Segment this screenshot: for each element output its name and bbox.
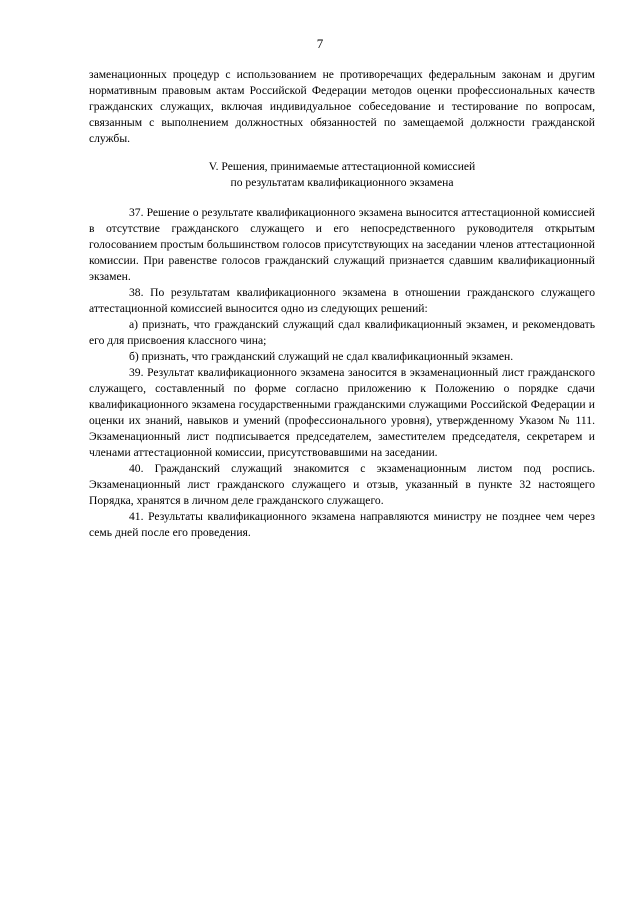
section-title-line-2: по результатам квалификационного экзамена (230, 176, 454, 189)
paragraph-38-item-b: б) признать, что гражданский служащий не сдал квалификационный экзамен. (129, 350, 514, 363)
section-title-line-1: V. Решения, принимаемые аттестационной комиссией (208, 160, 476, 173)
section-heading (89, 159, 595, 191)
page-number: 7 (316, 36, 324, 51)
paragraph-40: 40. Гражданский служащий знакомится с экзаменационным листом под роспись. Экзаменационный лист гражданского служащего и отзыв, указанный в пункте 32 настоящего Порядка, хранятся в личном деле гражданского служащего. (89, 462, 595, 507)
paragraph-37: 37. Решение о результате квалификационного экзамена выносится аттестационной комиссией в отсутствие гражданского служащего и его непосредственного руководителя открытым голосованием простым большинством голосов присутствующих на заседании членов аттестационной комиссии. При равенстве голосов гражданский служащий признается сдавшим квалификационный экзамен. (89, 206, 595, 283)
paragraph-38: 38. По результатам квалификационного экзамена в отношении гражданского служащего аттестационной комиссией выносится одно из следующих решений: (89, 286, 595, 315)
document-body (89, 67, 595, 541)
intro-paragraph: заменационных процедур с использованием не противоречащих федеральным законам и другим нормативным правовым актам Российской Федерации методов оценки профессиональных качеств гражданских служащих, включая индивидуальное собеседование и тестирование по вопросам, связанным с выполнением должностных обязанностей по замещаемой должности гражданской службы. (89, 68, 595, 145)
paragraph-41: 41. Результаты квалификационного экзамена направляются министру не позднее чем через семь дней после его проведения. (89, 510, 595, 539)
paragraph-39: 39. Результат квалификационного экзамена заносится в экзаменационный лист гражданского служащего, составленный по форме согласно приложению к Положению о порядке сдачи квалификационного экзамена государственными гражданскими служащими Российской Федерации и оценки их знаний, навыков и умений (профессионального уровня), утвержденному Указом № 111. Экзаменационный лист подписывается председателем, заместителем председателя, секретарем и членами аттестационной комиссии, присутствовавшими на заседании. (89, 366, 595, 459)
paragraph-38-item-a: а) признать, что гражданский служащий сдал квалификационный экзамен, и рекомендовать его для присвоения классного чина; (89, 318, 595, 347)
